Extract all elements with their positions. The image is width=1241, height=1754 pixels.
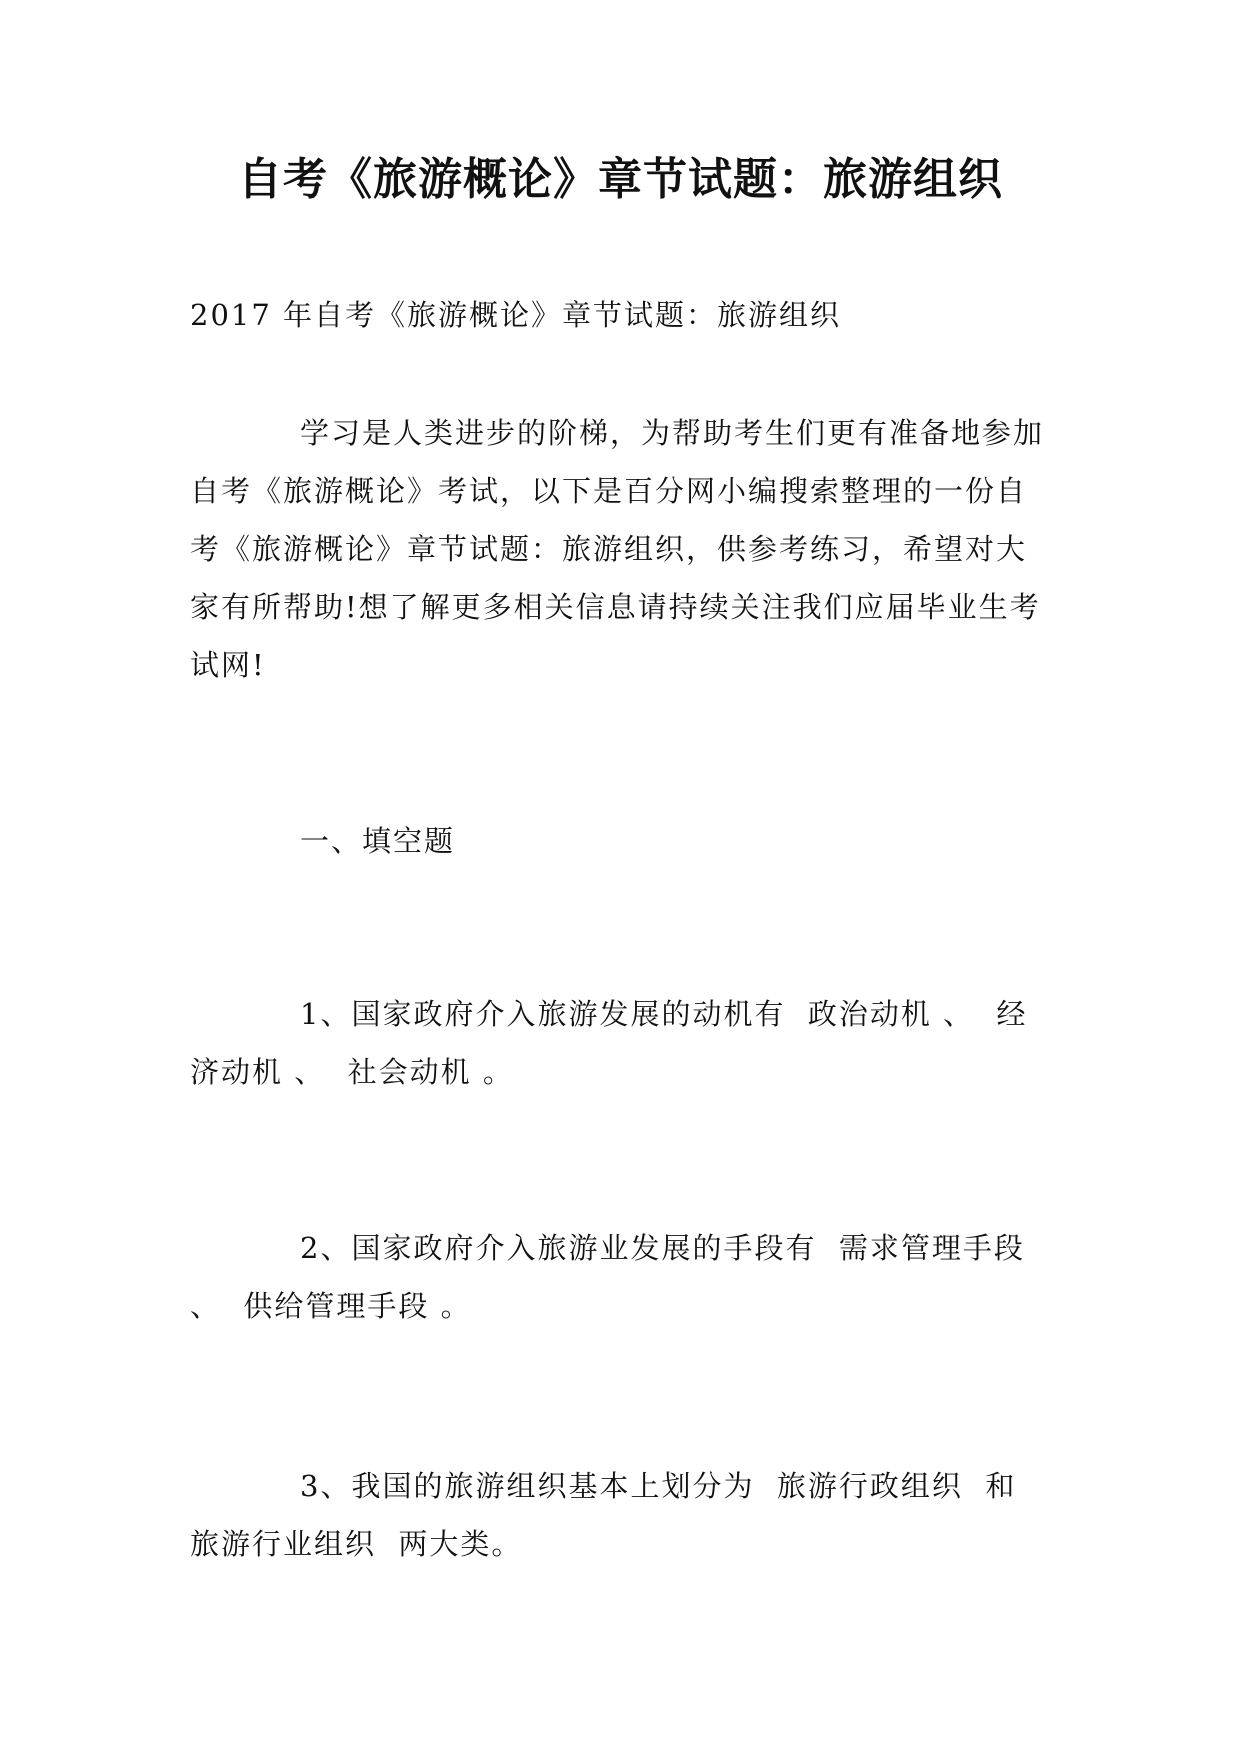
question-2: 2、国家政府介入旅游业发展的手段有 需求管理手段 、 供给管理手段 。 [190,1231,1037,1323]
question-1: 1、国家政府介入旅游发展的动机有 政治动机 、 经济动机 、 社会动机 。 [190,997,1028,1089]
question-3: 3、我国的旅游组织基本上划分为 旅游行政组织 和 旅游行业组织 两大类。 [190,1469,1039,1561]
intro-paragraph: 学习是人类进步的阶梯，为帮助考生们更有准备地参加自考《旅游概论》考试，以下是百分网小编搜索整理的一份自考《旅游概论》章节试题：旅游组织，供参考练习，希望对大家有所帮助!想了解更多相关信息请持续关注我们应届毕业生考试网! [190,416,1045,682]
section-heading: 一、填空题 [300,824,456,858]
document-subtitle: 2017 年自考《旅游概论》章节试题：旅游组织 [190,298,842,332]
document-title: 自考《旅游概论》章节试题：旅游组织 [238,154,1003,205]
